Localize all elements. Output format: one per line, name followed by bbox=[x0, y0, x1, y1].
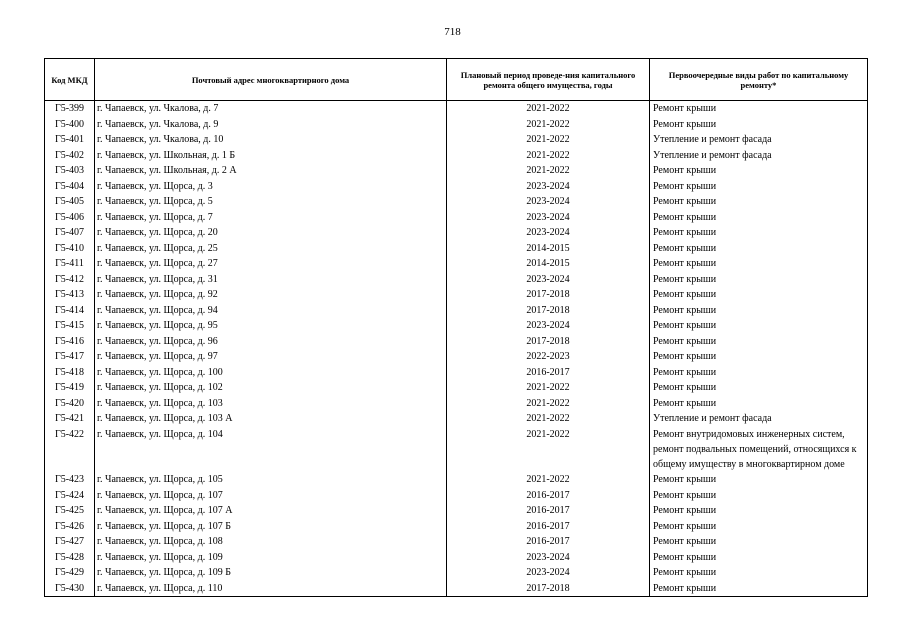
table-row bbox=[45, 148, 868, 164]
cell-address: г. Чапаевск, ул. Щорса, д. 20 bbox=[95, 225, 447, 241]
cell-address: г. Чапаевск, ул. Щорса, д. 110 bbox=[95, 581, 447, 597]
table-row bbox=[45, 241, 868, 257]
cell-address: г. Чапаевск, ул. Щорса, д. 104 bbox=[95, 427, 447, 473]
cell-period: 2014-2015 bbox=[447, 256, 650, 272]
table-row bbox=[45, 287, 868, 303]
table-row bbox=[45, 581, 868, 597]
cell-works: Ремонт крыши bbox=[650, 488, 868, 504]
cell-period: 2023-2024 bbox=[447, 550, 650, 566]
cell-works: Ремонт крыши bbox=[650, 503, 868, 519]
cell-period: 2017-2018 bbox=[447, 303, 650, 319]
cell-address: г. Чапаевск, ул. Щорса, д. 100 bbox=[95, 365, 447, 381]
cell-code: Г5-420 bbox=[45, 396, 95, 412]
cell-address: г. Чапаевск, ул. Щорса, д. 105 bbox=[95, 472, 447, 488]
cell-period: 2016-2017 bbox=[447, 365, 650, 381]
cell-works: Ремонт крыши bbox=[650, 519, 868, 535]
cell-period: 2023-2024 bbox=[447, 318, 650, 334]
cell-address: г. Чапаевск, ул. Щорса, д. 107 А bbox=[95, 503, 447, 519]
page-number: 718 bbox=[444, 26, 461, 38]
table-row bbox=[45, 163, 868, 179]
cell-address: г. Чапаевск, ул. Щорса, д. 7 bbox=[95, 210, 447, 226]
header-period: Плановый период проведе-ния капитального ремонта общего имущества, годы bbox=[447, 59, 650, 101]
cell-works: Ремонт крыши bbox=[650, 318, 868, 334]
cell-works: Ремонт внутридомовых инженерных систем, ремонт подвальных помещений, относящихся к общему имуществу в многоквартирном доме bbox=[650, 427, 868, 473]
cell-period: 2017-2018 bbox=[447, 581, 650, 597]
cell-period: 2016-2017 bbox=[447, 519, 650, 535]
table-row bbox=[45, 334, 868, 350]
cell-works: Ремонт крыши bbox=[650, 303, 868, 319]
cell-period: 2016-2017 bbox=[447, 534, 650, 550]
cell-address: г. Чапаевск, ул. Щорса, д. 107 bbox=[95, 488, 447, 504]
cell-works: Ремонт крыши bbox=[650, 472, 868, 488]
table-row bbox=[45, 272, 868, 288]
table-row bbox=[45, 225, 868, 241]
cell-address: г. Чапаевск, ул. Щорса, д. 109 Б bbox=[95, 565, 447, 581]
cell-period: 2023-2024 bbox=[447, 272, 650, 288]
cell-code: Г5-400 bbox=[45, 117, 95, 133]
table-row bbox=[45, 132, 868, 148]
cell-address: г. Чапаевск, ул. Щорса, д. 109 bbox=[95, 550, 447, 566]
cell-works: Утепление и ремонт фасада bbox=[650, 132, 868, 148]
cell-works: Ремонт крыши bbox=[650, 225, 868, 241]
cell-works: Ремонт крыши bbox=[650, 365, 868, 381]
header-code: Код МКД bbox=[45, 59, 95, 101]
cell-period: 2021-2022 bbox=[447, 396, 650, 412]
cell-period: 2023-2024 bbox=[447, 225, 650, 241]
table-row bbox=[45, 427, 868, 473]
table-row bbox=[45, 396, 868, 412]
cell-address: г. Чапаевск, ул. Щорса, д. 3 bbox=[95, 179, 447, 195]
capital-repair-table bbox=[44, 58, 868, 597]
cell-code: Г5-426 bbox=[45, 519, 95, 535]
cell-address: г. Чапаевск, ул. Щорса, д. 31 bbox=[95, 272, 447, 288]
cell-period: 2023-2024 bbox=[447, 210, 650, 226]
table-row bbox=[45, 179, 868, 195]
cell-code: Г5-417 bbox=[45, 349, 95, 365]
cell-code: Г5-414 bbox=[45, 303, 95, 319]
cell-address: г. Чапаевск, ул. Щорса, д. 95 bbox=[95, 318, 447, 334]
cell-code: Г5-399 bbox=[45, 101, 95, 117]
cell-period: 2016-2017 bbox=[447, 503, 650, 519]
cell-code: Г5-423 bbox=[45, 472, 95, 488]
cell-address: г. Чапаевск, ул. Щорса, д. 92 bbox=[95, 287, 447, 303]
table-row bbox=[45, 488, 868, 504]
cell-period: 2023-2024 bbox=[447, 565, 650, 581]
cell-code: Г5-405 bbox=[45, 194, 95, 210]
cell-code: Г5-429 bbox=[45, 565, 95, 581]
cell-period: 2023-2024 bbox=[447, 194, 650, 210]
cell-address: г. Чапаевск, ул. Щорса, д. 97 bbox=[95, 349, 447, 365]
cell-works: Ремонт крыши bbox=[650, 117, 868, 133]
cell-code: Г5-421 bbox=[45, 411, 95, 427]
cell-period: 2021-2022 bbox=[447, 427, 650, 473]
cell-period: 2021-2022 bbox=[447, 101, 650, 117]
cell-works: Ремонт крыши bbox=[650, 380, 868, 396]
table-row bbox=[45, 519, 868, 535]
cell-code: Г5-406 bbox=[45, 210, 95, 226]
cell-address: г. Чапаевск, ул. Щорса, д. 103 А bbox=[95, 411, 447, 427]
cell-code: Г5-430 bbox=[45, 581, 95, 597]
cell-code: Г5-407 bbox=[45, 225, 95, 241]
table-row bbox=[45, 210, 868, 226]
cell-works: Ремонт крыши bbox=[650, 194, 868, 210]
cell-code: Г5-416 bbox=[45, 334, 95, 350]
cell-code: Г5-424 bbox=[45, 488, 95, 504]
cell-address: г. Чапаевск, ул. Щорса, д. 102 bbox=[95, 380, 447, 396]
header-address: Почтовый адрес многоквартирного дома bbox=[95, 59, 447, 101]
cell-address: г. Чапаевск, ул. Щорса, д. 5 bbox=[95, 194, 447, 210]
cell-code: Г5-418 bbox=[45, 365, 95, 381]
cell-period: 2021-2022 bbox=[447, 163, 650, 179]
table-body bbox=[45, 101, 868, 597]
cell-works: Ремонт крыши bbox=[650, 179, 868, 195]
table-row bbox=[45, 194, 868, 210]
cell-address: г. Чапаевск, ул. Чкалова, д. 9 bbox=[95, 117, 447, 133]
cell-address: г. Чапаевск, ул. Щорса, д. 25 bbox=[95, 241, 447, 257]
cell-period: 2021-2022 bbox=[447, 380, 650, 396]
table-row bbox=[45, 565, 868, 581]
cell-works: Ремонт крыши bbox=[650, 272, 868, 288]
cell-works: Ремонт крыши bbox=[650, 210, 868, 226]
cell-code: Г5-425 bbox=[45, 503, 95, 519]
table-row bbox=[45, 256, 868, 272]
cell-period: 2022-2023 bbox=[447, 349, 650, 365]
cell-works: Ремонт крыши bbox=[650, 349, 868, 365]
cell-address: г. Чапаевск, ул. Щорса, д. 108 bbox=[95, 534, 447, 550]
table-row bbox=[45, 534, 868, 550]
cell-works: Ремонт крыши bbox=[650, 101, 868, 117]
cell-period: 2021-2022 bbox=[447, 472, 650, 488]
cell-code: Г5-415 bbox=[45, 318, 95, 334]
cell-period: 2021-2022 bbox=[447, 117, 650, 133]
table-row bbox=[45, 550, 868, 566]
table-row bbox=[45, 472, 868, 488]
table-row bbox=[45, 365, 868, 381]
table-row bbox=[45, 101, 868, 117]
cell-works: Ремонт крыши bbox=[650, 163, 868, 179]
cell-address: г. Чапаевск, ул. Чкалова, д. 7 bbox=[95, 101, 447, 117]
cell-works: Утепление и ремонт фасада bbox=[650, 411, 868, 427]
cell-address: г. Чапаевск, ул. Школьная, д. 1 Б bbox=[95, 148, 447, 164]
cell-address: г. Чапаевск, ул. Щорса, д. 94 bbox=[95, 303, 447, 319]
cell-code: Г5-422 bbox=[45, 427, 95, 473]
cell-works: Ремонт крыши bbox=[650, 565, 868, 581]
cell-address: г. Чапаевск, ул. Щорса, д. 103 bbox=[95, 396, 447, 412]
cell-works: Ремонт крыши bbox=[650, 581, 868, 597]
cell-code: Г5-404 bbox=[45, 179, 95, 195]
cell-code: Г5-410 bbox=[45, 241, 95, 257]
table-row bbox=[45, 349, 868, 365]
cell-code: Г5-412 bbox=[45, 272, 95, 288]
table-header bbox=[45, 59, 868, 101]
cell-address: г. Чапаевск, ул. Щорса, д. 27 bbox=[95, 256, 447, 272]
cell-address: г. Чапаевск, ул. Щорса, д. 107 Б bbox=[95, 519, 447, 535]
cell-code: Г5-427 bbox=[45, 534, 95, 550]
cell-works: Ремонт крыши bbox=[650, 241, 868, 257]
header-row bbox=[45, 59, 868, 101]
cell-works: Утепление и ремонт фасада bbox=[650, 148, 868, 164]
cell-period: 2021-2022 bbox=[447, 148, 650, 164]
cell-period: 2021-2022 bbox=[447, 132, 650, 148]
cell-address: г. Чапаевск, ул. Школьная, д. 2 А bbox=[95, 163, 447, 179]
cell-works: Ремонт крыши bbox=[650, 534, 868, 550]
cell-period: 2023-2024 bbox=[447, 179, 650, 195]
cell-period: 2021-2022 bbox=[447, 411, 650, 427]
cell-address: г. Чапаевск, ул. Щорса, д. 96 bbox=[95, 334, 447, 350]
table-row bbox=[45, 303, 868, 319]
cell-period: 2017-2018 bbox=[447, 287, 650, 303]
cell-period: 2014-2015 bbox=[447, 241, 650, 257]
cell-code: Г5-403 bbox=[45, 163, 95, 179]
table-row bbox=[45, 117, 868, 133]
cell-code: Г5-411 bbox=[45, 256, 95, 272]
cell-works: Ремонт крыши bbox=[650, 396, 868, 412]
cell-works: Ремонт крыши bbox=[650, 550, 868, 566]
table-row bbox=[45, 318, 868, 334]
table-row bbox=[45, 380, 868, 396]
cell-period: 2017-2018 bbox=[447, 334, 650, 350]
cell-period: 2016-2017 bbox=[447, 488, 650, 504]
table-row bbox=[45, 503, 868, 519]
header-works: Первоочередные виды работ по капитальному ремонту* bbox=[650, 59, 868, 101]
cell-code: Г5-401 bbox=[45, 132, 95, 148]
cell-code: Г5-413 bbox=[45, 287, 95, 303]
cell-works: Ремонт крыши bbox=[650, 256, 868, 272]
cell-code: Г5-428 bbox=[45, 550, 95, 566]
cell-works: Ремонт крыши bbox=[650, 287, 868, 303]
cell-address: г. Чапаевск, ул. Чкалова, д. 10 bbox=[95, 132, 447, 148]
cell-code: Г5-402 bbox=[45, 148, 95, 164]
cell-code: Г5-419 bbox=[45, 380, 95, 396]
table-row bbox=[45, 411, 868, 427]
cell-works: Ремонт крыши bbox=[650, 334, 868, 350]
